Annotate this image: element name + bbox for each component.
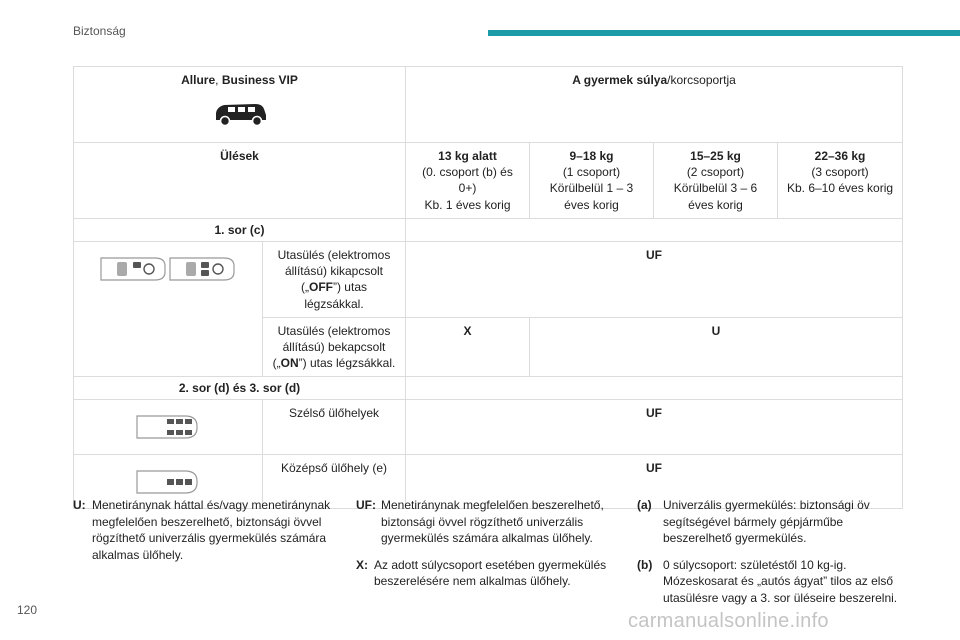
outer-seats-label: Szélső ülőhelyek — [263, 400, 406, 454]
notes-column-1 — [73, 497, 343, 573]
van-icon — [210, 100, 270, 128]
empty-cell — [406, 377, 903, 400]
seats-label: Ülések — [74, 143, 406, 219]
group-line: Körülbelül 3 – 6 — [673, 181, 758, 196]
rear-outer-seats-car-icon — [133, 410, 203, 444]
section-title: Biztonság — [73, 24, 126, 38]
watermark: carmanualsonline.info — [628, 610, 829, 632]
front-seat-diagram-cell — [74, 241, 263, 376]
note-text: Univerzális gyermekülés: biztonsági öv segítségével bármely gépjárműbe beszerelhető gyermekülés. — [663, 498, 870, 546]
outer-seat-diagram-cell — [74, 400, 263, 454]
group-cell — [654, 143, 778, 219]
group-line: Körülbelül 1 – 3 — [549, 181, 634, 196]
note-a — [637, 497, 903, 547]
weight-header-cell — [406, 67, 903, 143]
airbag-off-keyword: OFF — [308, 280, 333, 295]
group-line: Kb. 1 éves korig — [424, 197, 511, 212]
group-line: Kb. 6–10 éves korig — [786, 181, 894, 196]
airbag-off-line: Utasülés (elektromos — [277, 247, 391, 262]
note-key: X: — [356, 557, 368, 572]
airbag-off-quote: („ — [300, 280, 309, 295]
airbag-off-line: légzsákkal. — [304, 296, 364, 311]
group-line: éves korig — [564, 197, 619, 212]
group-cell — [406, 143, 530, 219]
note-u — [73, 497, 343, 563]
note-x — [356, 557, 618, 590]
group-line: (0. csoport (b) és — [422, 165, 513, 180]
group-line: éves korig — [688, 197, 743, 212]
airbag-on-cell — [263, 317, 406, 377]
airbag-off-quote-end: ”) utas — [332, 280, 367, 295]
row2-title: 2. sor (d) és 3. sor (d) — [74, 377, 406, 400]
group-cell — [778, 143, 903, 219]
accent-bar — [488, 30, 960, 36]
middle-seat-value: UF — [406, 454, 903, 508]
note-key: UF: — [356, 498, 376, 512]
model-cell — [74, 67, 406, 143]
group-line: (3 csoport) — [811, 165, 869, 180]
note-text: Menetiránynak megfelelően beszerelhető, biztonsági övvel rögzíthető univerzális gyermekülés számára alkalmas ülőhely. — [381, 498, 604, 546]
note-b — [637, 557, 903, 607]
group-weight: 9–18 kg — [569, 149, 614, 163]
note-text: 0 súlycsoport: születéstől 10 kg-ig. Mózeskosarat és „autós ágyat” tilos az első utasülésre vagy a 3. sor üléseire beszerelni. — [663, 557, 898, 605]
model-separator: , — [215, 73, 222, 87]
airbag-on-value-1: X — [406, 317, 530, 377]
airbag-on-line: állítású) bekapcsolt — [282, 339, 386, 354]
note-text: Menetiránynak háttal és/vagy menetiránynak megfelelően beszerelhető, biztonsági övvel rögzíthető univerzális gyermekülés számára alkalmas ülőhely. — [92, 498, 331, 562]
group-weight: 15–25 kg — [690, 149, 741, 163]
note-uf — [356, 497, 618, 547]
airbag-on-line: Utasülés (elektromos — [277, 323, 391, 338]
airbag-off-cell — [263, 241, 406, 317]
note-text: Az adott súlycsoport esetében gyermekülés beszerelésére nem alkalmas ülőhely. — [374, 557, 607, 589]
row1-title: 1. sor (c) — [74, 218, 406, 241]
airbag-on-quote: („ — [272, 356, 281, 371]
middle-seat-label: Középső ülőhely (e) — [263, 454, 406, 508]
model-name-1: Allure — [181, 73, 216, 87]
outer-seats-value: UF — [406, 400, 903, 454]
rear-middle-seat-car-icon — [133, 465, 203, 499]
notes-column-3 — [637, 497, 903, 616]
weight-header-bold: A gyermek súlya — [572, 73, 668, 87]
airbag-on-value-2: U — [530, 317, 903, 377]
group-line: 0+) — [458, 181, 477, 196]
group-line: (1 csoport) — [562, 165, 621, 180]
note-key: U: — [73, 498, 86, 512]
front-seat-car-icon — [97, 254, 239, 284]
note-key: (a) — [637, 498, 652, 512]
airbag-off-value: UF — [406, 241, 903, 317]
group-weight: 22–36 kg — [814, 149, 866, 163]
group-line: (2 csoport) — [686, 165, 745, 180]
child-seat-table — [73, 66, 903, 509]
notes-column-2 — [356, 497, 618, 600]
airbag-off-line: állítású) kikapcsolt — [284, 264, 384, 279]
model-name-2: Business VIP — [221, 73, 298, 87]
group-cell — [530, 143, 654, 219]
airbag-on-keyword: ON — [280, 356, 299, 371]
empty-cell — [406, 218, 903, 241]
weight-header-rest: /korcsoportja — [667, 73, 736, 87]
page-number: 120 — [17, 603, 38, 617]
airbag-on-quote-end: ”) utas légzsákkal. — [298, 356, 396, 371]
note-key: (b) — [637, 557, 653, 572]
group-weight: 13 kg alatt — [438, 149, 497, 163]
